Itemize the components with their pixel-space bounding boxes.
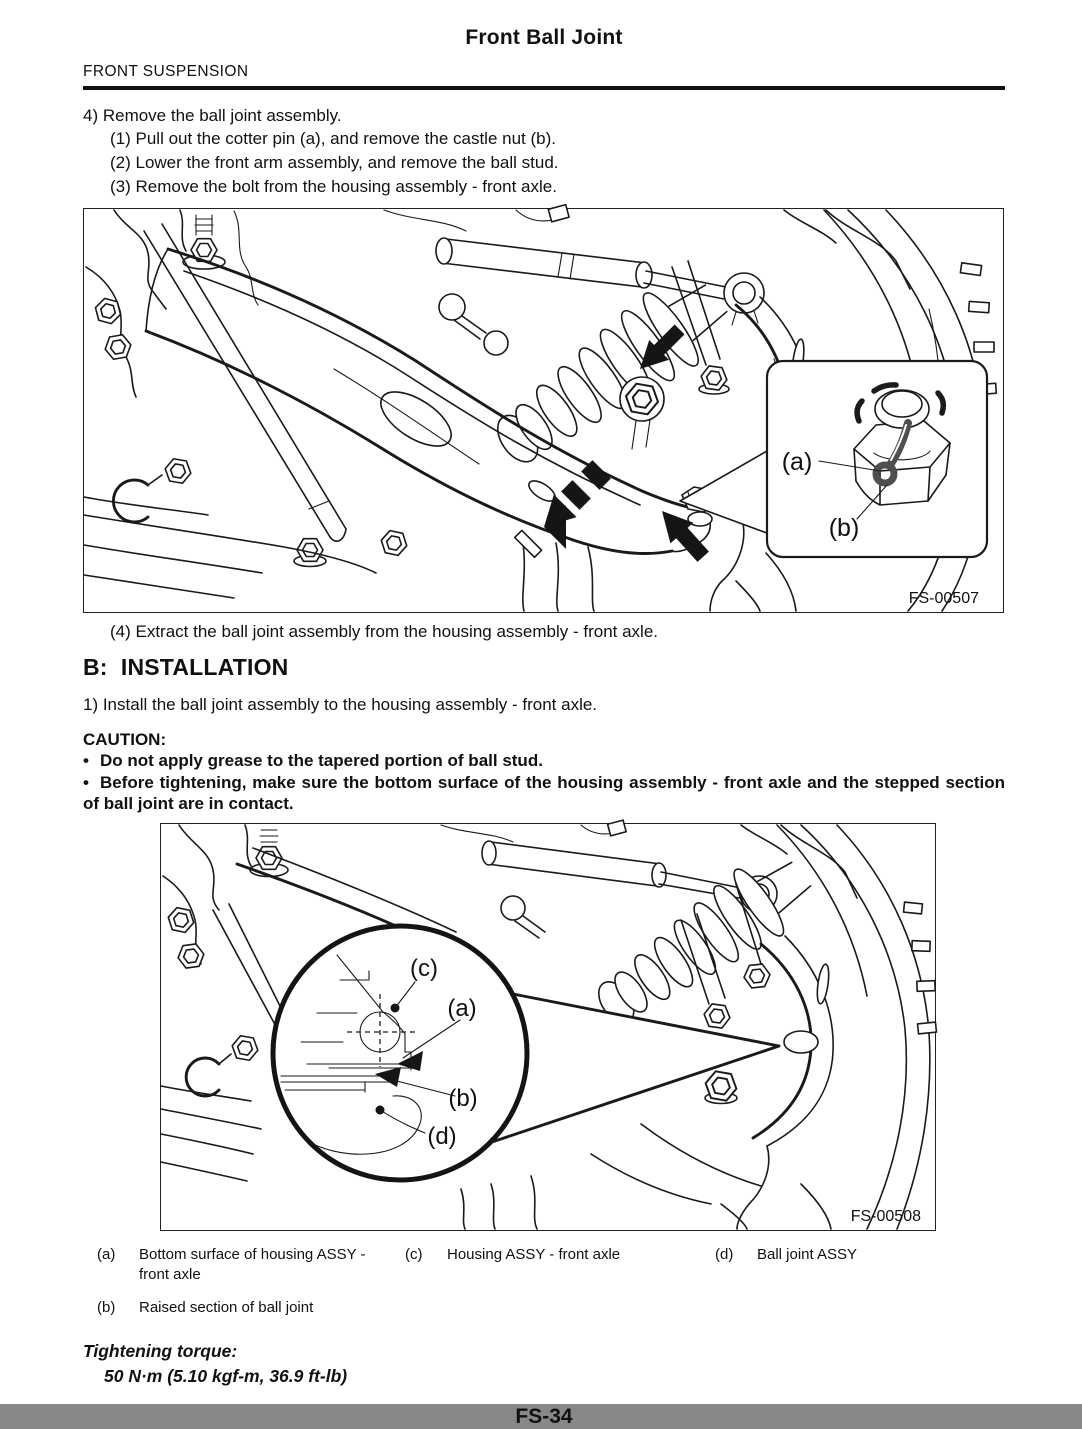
installation-step-1: 1) Install the ball joint assembly to the housing assembly - front axle. bbox=[83, 695, 598, 714]
figure2-label-d: (d) bbox=[427, 1122, 457, 1150]
caution-item-2: • Before tightening, make sure the bottom surface of the housing assembly - front axle and the stepped section of ball joint are in contact. bbox=[83, 772, 1005, 813]
bullet-icon: • bbox=[83, 751, 89, 770]
figure2-code: FS-00508 bbox=[850, 1207, 921, 1225]
figure1-label-b: (b) bbox=[828, 514, 860, 542]
figure2-label-b: (b) bbox=[448, 1084, 478, 1112]
installation-heading: B: INSTALLATION bbox=[83, 654, 289, 680]
figure1-code: FS-00507 bbox=[908, 590, 979, 607]
legend-item-d: (d) Ball joint ASSY bbox=[715, 1245, 858, 1263]
caution-item-1: • Do not apply grease to the tapered portion of ball stud. bbox=[83, 751, 543, 770]
figure1-label-a: (a) bbox=[781, 448, 813, 476]
section-header: FRONT SUSPENSION bbox=[83, 63, 1005, 90]
page-title: Front Ball Joint bbox=[465, 26, 623, 49]
removal-substep-4: (4) Extract the ball joint assembly from the housing assembly - front axle. bbox=[110, 622, 659, 641]
torque-value: 50 N·m (5.10 kgf-m, 36.9 ft-lb) bbox=[104, 1365, 348, 1386]
suspension-install-illustration bbox=[161, 824, 934, 1229]
legend-column-2 bbox=[405, 1245, 715, 1318]
legend-item-c: (c) Housing ASSY - front axle bbox=[405, 1245, 621, 1263]
bullet-icon: • bbox=[83, 772, 89, 792]
figure2-label-c: (c) bbox=[410, 954, 438, 982]
legend-column-1 bbox=[97, 1245, 405, 1318]
cv-boot-icon bbox=[582, 839, 824, 1042]
figure2-label-a: (a) bbox=[447, 994, 477, 1022]
removal-substep-3: (3) Remove the bolt from the housing assembly - front axle. bbox=[110, 177, 557, 196]
figure-installation bbox=[160, 823, 936, 1231]
figure-legend bbox=[97, 1245, 1005, 1318]
caution-title: CAUTION: bbox=[83, 730, 167, 749]
removal-step-4: 4) Remove the ball joint assembly. bbox=[83, 106, 342, 125]
removal-substep-2: (2) Lower the front arm assembly, and remove the ball stud. bbox=[110, 153, 559, 172]
torque-spec bbox=[83, 1340, 1005, 1388]
legend-column-3 bbox=[715, 1245, 1005, 1318]
page-number: FS-34 bbox=[515, 1404, 573, 1428]
suspension-removal-illustration bbox=[84, 209, 1002, 611]
torque-label: Tightening torque: bbox=[83, 1340, 238, 1361]
legend-item-b: (b) Raised section of ball joint bbox=[97, 1298, 314, 1316]
legend-item-a: (a) Bottom surface of housing ASSY - front axle bbox=[97, 1245, 366, 1283]
figure-removal bbox=[83, 208, 1004, 613]
magnifier-circle bbox=[273, 926, 527, 1180]
removal-substep-1: (1) Pull out the cotter pin (a), and remove the castle nut (b). bbox=[110, 129, 556, 148]
